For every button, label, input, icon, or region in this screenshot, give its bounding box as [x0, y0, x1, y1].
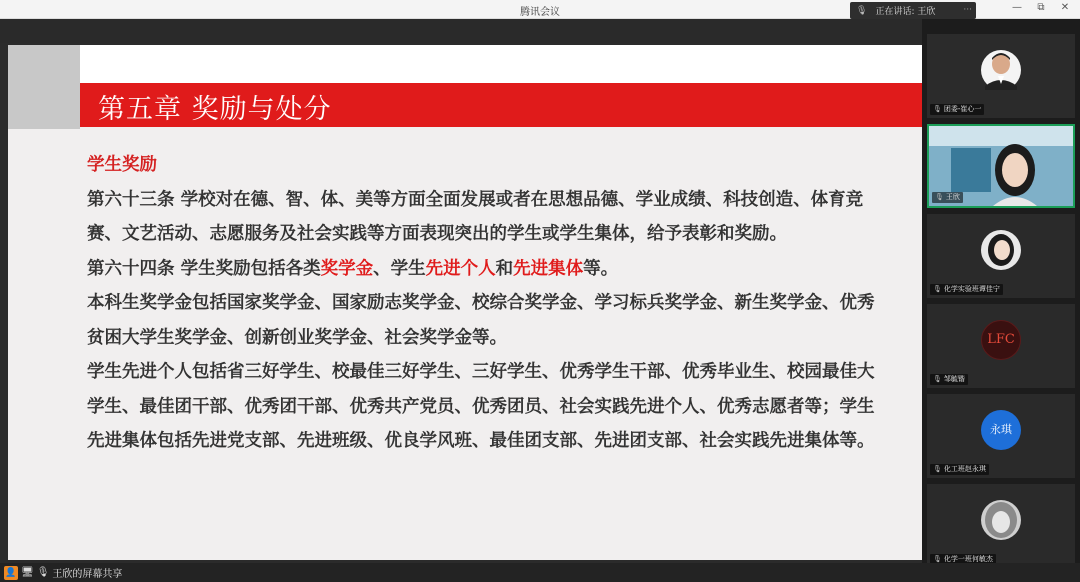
slide-title-bar: [80, 83, 922, 127]
highlight-scholarship: 奖学金: [320, 258, 374, 279]
participant-name: 邹毓锴: [943, 375, 965, 383]
article-64-text-a: 第六十四条 学生奖励包括各类: [87, 258, 321, 279]
app-title: 腾讯会议: [520, 7, 560, 18]
article-64-text-d: 等。: [583, 258, 619, 279]
participant-name: 化学实验班谭佳宁: [943, 285, 1000, 293]
microphone-icon: 🎙: [935, 193, 944, 201]
article-64-text-c: 和: [495, 258, 514, 279]
microphone-icon: 🎙: [856, 5, 868, 16]
user-icon: 👤: [5, 567, 17, 578]
mic-off-icon: 🎙: [933, 105, 942, 113]
speaking-indicator[interactable]: [850, 2, 976, 19]
participant-name: 团委-崔心一: [943, 105, 982, 113]
participant-name-tag: [930, 464, 989, 475]
shared-screen: [0, 43, 922, 563]
participants-panel: [922, 19, 1080, 563]
presentation-slide: [8, 45, 922, 560]
participant-name-tag: [930, 284, 1003, 295]
highlight-collective: 先进集体: [513, 258, 584, 279]
slide-content: [87, 148, 887, 459]
participant-tile[interactable]: [927, 394, 1075, 478]
microphone-icon: 🎙: [36, 567, 50, 578]
mic-off-icon: 🎙: [933, 555, 942, 563]
more-icon: ···: [963, 5, 972, 15]
close-button[interactable]: ✕: [1060, 2, 1070, 13]
screen-share-icon: 🖥: [21, 567, 34, 578]
mic-off-icon: 🎙: [933, 375, 942, 383]
participant-tile-active[interactable]: [927, 124, 1075, 208]
scholarship-paragraph: 本科生奖学金包括国家奖学金、国家励志奖学金、校综合奖学金、学习标兵奖学金、新生奖学金、优秀贫困大学生奖学金、创新创业奖学金、社会奖学金等。: [87, 293, 875, 348]
minimize-button[interactable]: —: [1012, 2, 1022, 13]
initials-avatar: 永琪: [981, 410, 1021, 450]
lfc-avatar: LFC: [981, 320, 1021, 360]
bottom-bar: [0, 563, 1080, 582]
section-heading: 学生奖励: [87, 155, 157, 175]
article-63: 第六十三条 学校对在德、智、体、美等方面全面发展或者在思想品德、学业成绩、科技创造、体育竞赛、文艺活动、志愿服务及社会实践等方面表现突出的学生或学生集体，给予表彰和奖励。: [87, 189, 864, 244]
participant-tile[interactable]: [927, 214, 1075, 298]
mic-off-icon: 🎙: [933, 285, 942, 293]
participant-name-tag: [930, 104, 984, 115]
participant-name: 化工班赵永琪: [943, 465, 986, 473]
participant-name-tag: [930, 374, 968, 385]
speaking-label: 正在讲话: 王欣: [875, 7, 936, 17]
share-toolbar-strip: [0, 19, 922, 43]
screen-share-indicator[interactable]: [0, 564, 126, 581]
participant-tile[interactable]: [927, 304, 1075, 388]
mic-off-icon: 🎙: [933, 465, 942, 473]
article-64-text-b: 、学生: [373, 258, 426, 279]
restore-button[interactable]: ⧉: [1037, 2, 1045, 13]
participant-name: 王欣: [945, 193, 960, 201]
participant-name-tag: [932, 192, 963, 203]
title-bar: [0, 0, 1080, 19]
slide-title: 第五章 奖励与处分: [98, 94, 332, 125]
share-label: 王欣的屏幕共享: [52, 569, 123, 580]
slide-decor-block: [8, 45, 80, 129]
participant-tile[interactable]: [927, 484, 1075, 568]
highlight-individual: 先进个人: [425, 258, 496, 279]
participant-tile[interactable]: [927, 34, 1075, 118]
slide-top-band: [8, 45, 922, 83]
advanced-paragraph: 学生先进个人包括省三好学生、校最佳三好学生、三好学生、优秀学生干部、优秀毕业生、校园最佳大学生、最佳团干部、优秀团干部、优秀共产党员、优秀团员、社会实践先进个人、优秀志愿者等；学生先进集体包括先进党支部、先进班级、优良学风班、最佳团支部、先进团支部、社会实践先进集体等。: [87, 362, 875, 451]
article-64: [87, 252, 887, 287]
participant-name: 化学一班何敏杰: [943, 555, 993, 563]
